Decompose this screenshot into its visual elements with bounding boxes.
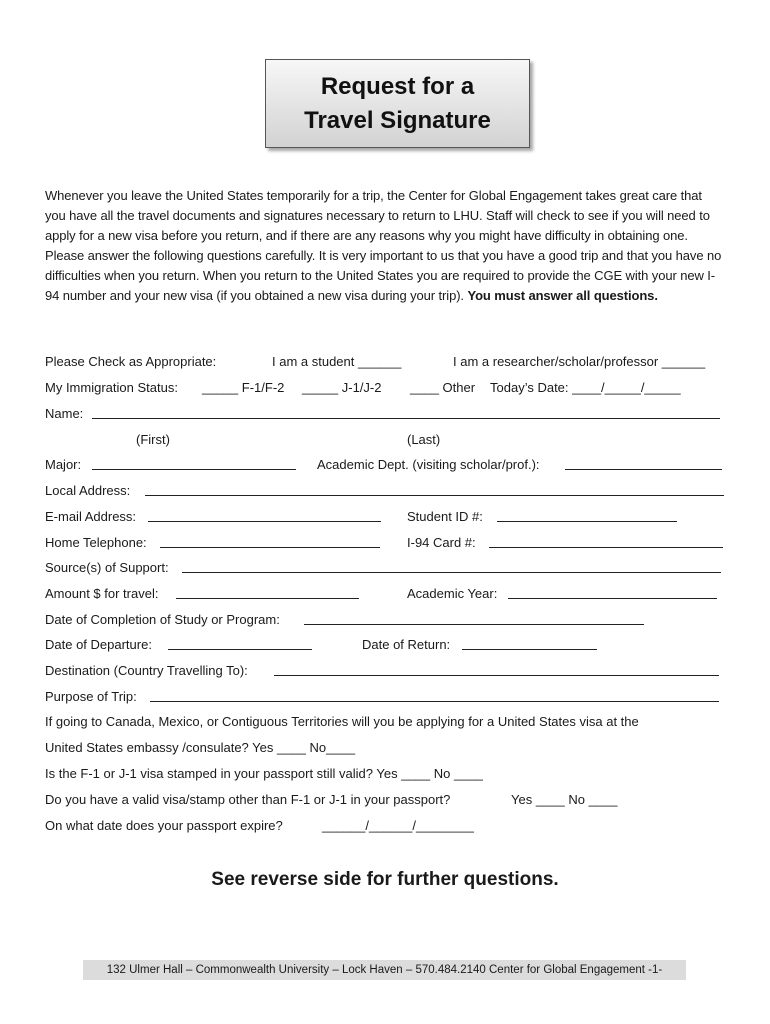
form-title xyxy=(265,59,530,148)
support-label: Source(s) of Support: xyxy=(45,560,169,575)
f1-option[interactable]: _____ F-1/F-2 xyxy=(202,380,285,395)
destination-input[interactable] xyxy=(274,663,719,676)
local-address-input[interactable] xyxy=(145,483,724,496)
academic-dept-input[interactable] xyxy=(565,457,722,470)
intro-bold-note: You must answer all questions. xyxy=(467,288,658,303)
student-id-input[interactable] xyxy=(497,509,677,522)
home-telephone-label: Home Telephone: xyxy=(45,535,147,550)
intro-paragraph xyxy=(45,186,725,306)
i94-input[interactable] xyxy=(489,535,723,548)
page-footer: 132 Ulmer Hall – Commonwealth University – Lock Haven – 570.484.2140 Center for Global Engagement -1- xyxy=(83,960,686,980)
name-input[interactable] xyxy=(92,406,720,419)
valid-visa-answer[interactable]: Yes ____ No ____ xyxy=(511,792,618,807)
j1-option[interactable]: _____ J-1/J-2 xyxy=(302,380,382,395)
completion-input[interactable] xyxy=(304,612,644,625)
academic-dept-label: Academic Dept. (visiting scholar/prof.): xyxy=(317,457,540,472)
purpose-input[interactable] xyxy=(150,689,719,702)
amount-label: Amount $ for travel: xyxy=(45,586,159,601)
email-input[interactable] xyxy=(148,509,381,522)
major-input[interactable] xyxy=(92,457,296,470)
stamp-valid-question[interactable]: Is the F-1 or J-1 visa stamped in your passport still valid? Yes ____ No ____ xyxy=(45,766,483,781)
reverse-side-note: See reverse side for further questions. xyxy=(211,869,559,890)
last-name-caption: (Last) xyxy=(407,432,441,447)
completion-label: Date of Completion of Study or Program: xyxy=(45,612,280,627)
home-telephone-input[interactable] xyxy=(160,535,380,548)
student-id-label: Student ID #: xyxy=(407,509,483,524)
passport-expire-question: On what date does your passport expire? xyxy=(45,818,283,833)
name-label: Name: xyxy=(45,406,84,421)
passport-expire-answer[interactable]: ______/______/________ xyxy=(322,818,474,833)
destination-label: Destination (Country Travelling To): xyxy=(45,663,248,678)
return-label: Date of Return: xyxy=(362,637,451,652)
support-input[interactable] xyxy=(182,560,721,573)
i94-label: I-94 Card #: xyxy=(407,535,476,550)
check-label: Please Check as Appropriate: xyxy=(45,354,217,369)
return-input[interactable] xyxy=(462,637,597,650)
departure-label: Date of Departure: xyxy=(45,637,152,652)
immigration-label: My Immigration Status: xyxy=(45,380,178,395)
researcher-check[interactable]: I am a researcher/scholar/professor ______ xyxy=(453,354,706,369)
other-option[interactable]: ____ Other xyxy=(410,380,476,395)
valid-visa-question: Do you have a valid visa/stamp other than F-1 or J-1 in your passport? xyxy=(45,792,451,807)
amount-input[interactable] xyxy=(176,586,359,599)
academic-year-label: Academic Year: xyxy=(407,586,498,601)
canada-question-line2[interactable]: United States embassy /consulate? Yes ____ No____ xyxy=(45,740,356,755)
form-title-line1: Request for a xyxy=(320,72,475,100)
todays-date-field[interactable]: Today’s Date: ____/_____/_____ xyxy=(490,380,681,395)
canada-question-line1: If going to Canada, Mexico, or Contiguous Territories will you be applying for a United States visa at the xyxy=(45,714,639,729)
major-label: Major: xyxy=(45,457,82,472)
departure-input[interactable] xyxy=(168,637,312,650)
email-label: E-mail Address: xyxy=(45,509,137,524)
student-check[interactable]: I am a student ______ xyxy=(272,354,402,369)
purpose-label: Purpose of Trip: xyxy=(45,689,137,704)
intro-text: Whenever you leave the United States temporarily for a trip, the Center for Global Engagement takes great care that you have all the travel documents and signatures necessary to return to LHU. Staff will check to see if you will need to apply for a new visa before you return, and if there are any reasons why you might have difficulty in obtaining one. Please answer the following questions carefully. It is very important to us that you have a good trip and that you have no difficulties when you return. When you return to the United States you are required to provide the CGE with your new I-94 number and your new visa (if you obtained a new visa during your trip). xyxy=(45,188,722,303)
academic-year-input[interactable] xyxy=(508,586,717,599)
form-title-line2: Travel Signature xyxy=(304,106,491,134)
local-address-label: Local Address: xyxy=(45,483,131,498)
first-name-caption: (First) xyxy=(136,432,170,447)
